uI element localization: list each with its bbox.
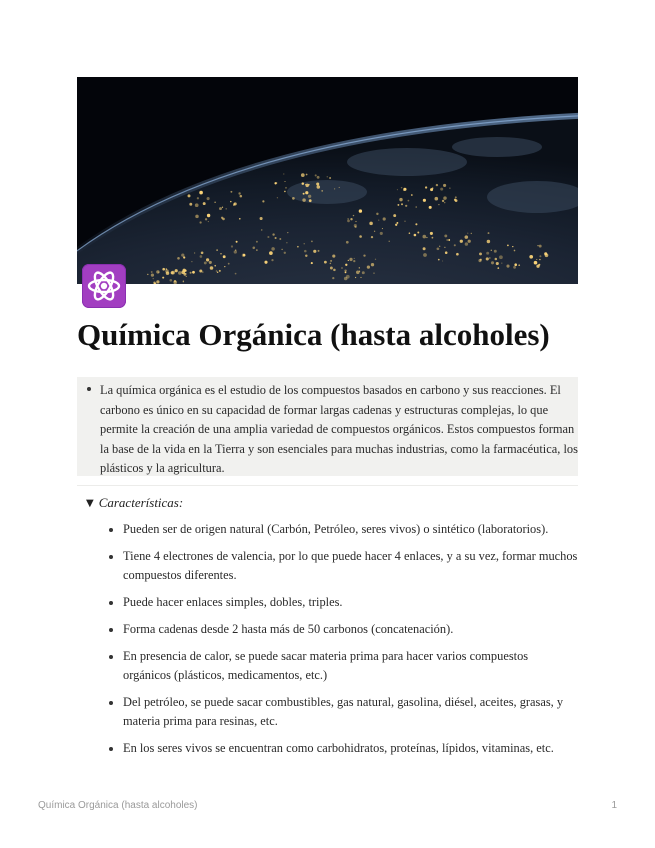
city-light [175, 269, 178, 272]
city-light [333, 269, 336, 272]
city-light [468, 240, 471, 243]
city-light [393, 214, 396, 217]
city-light [181, 253, 184, 256]
city-light [432, 187, 434, 189]
city-light [512, 246, 513, 247]
city-light [360, 277, 361, 278]
bullet-dot [109, 701, 113, 705]
city-light [539, 245, 542, 248]
city-light [222, 218, 225, 221]
city-light [425, 186, 427, 188]
city-light [359, 235, 362, 238]
city-light [444, 234, 447, 237]
city-light [302, 182, 305, 185]
city-light [409, 232, 411, 234]
city-light [445, 251, 448, 254]
city-light [350, 218, 352, 220]
bullet-dot [109, 747, 113, 751]
city-light [454, 244, 456, 246]
city-light [224, 266, 225, 267]
city-light [355, 221, 356, 222]
city-light [501, 262, 502, 263]
city-light [423, 235, 427, 239]
city-light [438, 204, 439, 205]
city-light [151, 273, 154, 276]
city-light [256, 241, 258, 243]
bullet-dot [109, 528, 113, 532]
city-light [341, 267, 343, 269]
city-light [497, 267, 499, 269]
city-light [234, 250, 237, 253]
features-list [100, 520, 578, 766]
city-light [256, 249, 257, 250]
city-light [156, 280, 159, 283]
city-light [378, 220, 379, 221]
city-light [171, 271, 175, 275]
city-light [219, 207, 222, 210]
city-light [217, 272, 219, 274]
city-light [397, 189, 398, 190]
city-light [151, 271, 153, 273]
city-light [529, 255, 533, 259]
city-light [199, 191, 203, 195]
city-light [401, 187, 403, 189]
city-light [201, 251, 204, 254]
city-light [197, 197, 199, 199]
city-light [395, 224, 397, 226]
city-light [536, 259, 537, 260]
city-light [269, 251, 273, 255]
city-light [411, 194, 413, 196]
city-light [321, 190, 323, 192]
city-light [174, 280, 176, 282]
city-light [191, 261, 192, 262]
city-light [356, 271, 360, 275]
city-light [214, 265, 216, 267]
divider [77, 485, 578, 486]
city-light [444, 247, 445, 248]
city-light [346, 275, 350, 279]
earth-at-night-image [77, 77, 578, 284]
city-light [438, 259, 440, 261]
city-light [442, 260, 443, 261]
city-light [272, 233, 274, 235]
city-light [228, 263, 230, 265]
city-light [362, 271, 365, 274]
city-light [491, 250, 492, 251]
city-light [347, 220, 350, 223]
city-light [448, 239, 450, 241]
city-light [203, 202, 206, 205]
city-light [382, 228, 383, 229]
city-light [195, 215, 199, 219]
city-light [339, 187, 340, 188]
city-light [260, 217, 263, 220]
city-light [403, 190, 404, 191]
city-light [324, 261, 327, 264]
city-light [183, 256, 185, 258]
city-light [345, 264, 347, 266]
city-light [486, 257, 489, 260]
city-light [305, 255, 307, 257]
city-light [423, 199, 426, 202]
city-light [443, 196, 446, 199]
city-light [240, 195, 243, 198]
city-light [330, 263, 332, 265]
city-light [169, 279, 172, 282]
city-light [430, 232, 433, 235]
city-light [177, 257, 180, 260]
city-light [207, 197, 210, 200]
city-light [219, 270, 221, 272]
bullet-dot [109, 628, 113, 632]
city-light [499, 255, 503, 259]
city-light [194, 252, 195, 253]
city-light [279, 238, 281, 240]
city-light [408, 200, 410, 202]
city-light [367, 265, 370, 268]
city-light [202, 271, 203, 272]
city-light [432, 237, 434, 239]
city-light [305, 191, 308, 194]
city-light [183, 273, 186, 276]
city-light [545, 253, 549, 257]
city-light [495, 258, 498, 261]
city-light [156, 270, 159, 273]
city-light [332, 277, 334, 279]
city-light [192, 271, 195, 274]
city-light [397, 204, 399, 206]
city-light [488, 232, 490, 234]
city-light [214, 202, 215, 203]
city-light [236, 241, 238, 243]
city-light [233, 204, 234, 205]
city-light [496, 262, 499, 265]
city-light [444, 202, 445, 203]
city-light [353, 260, 355, 262]
city-light [305, 184, 308, 187]
city-light [467, 233, 468, 234]
list-item [100, 693, 578, 731]
city-light [235, 273, 237, 275]
list-item-text: Forma cadenas desde 2 hasta más de 50 carbonos (concatenación). [123, 622, 454, 636]
city-light [489, 257, 491, 259]
city-light [514, 263, 517, 266]
city-light [327, 176, 328, 177]
city-light [277, 197, 278, 198]
city-light [238, 192, 240, 194]
list-item [100, 520, 578, 539]
city-light [195, 203, 199, 207]
city-light [281, 249, 282, 250]
city-light [186, 276, 187, 277]
list-item-text: En los seres vivos se encuentran como carbohidratos, proteínas, lípidos, vitaminas, etc. [123, 741, 554, 755]
city-light [414, 234, 417, 237]
city-light [207, 214, 210, 217]
city-light [455, 196, 457, 198]
city-light [359, 209, 362, 212]
city-light [399, 198, 402, 201]
city-light [401, 203, 403, 205]
city-light [539, 255, 541, 257]
city-light [210, 266, 214, 270]
city-light [206, 258, 209, 261]
city-light [437, 247, 440, 250]
city-light [404, 221, 405, 222]
city-light [359, 267, 360, 268]
city-light [479, 252, 482, 255]
city-light [405, 205, 407, 207]
city-light [284, 191, 286, 193]
city-light [162, 277, 164, 279]
city-light [389, 241, 390, 242]
list-item [100, 593, 578, 612]
city-light [317, 176, 320, 179]
atom-icon [82, 264, 126, 308]
city-light [313, 250, 316, 253]
city-light [297, 246, 299, 248]
city-light [536, 265, 539, 268]
city-light [460, 240, 463, 243]
city-light [189, 203, 192, 206]
footer-title: Química Orgánica (hasta alcoholes) [38, 800, 198, 811]
city-light [371, 236, 373, 238]
city-light [354, 258, 355, 259]
city-light [354, 224, 357, 227]
city-light [383, 217, 386, 220]
city-light [363, 254, 365, 256]
list-item-text: Puede hacer enlaces simples, dobles, triples. [123, 595, 343, 609]
footer-page-number: 1 [611, 800, 617, 811]
city-light [216, 270, 218, 272]
city-light [426, 237, 427, 238]
city-light [369, 222, 373, 226]
city-light [465, 242, 468, 245]
toggle-arrow-icon[interactable]: ▼ [86, 498, 94, 509]
city-light [456, 253, 459, 256]
city-light [417, 232, 419, 234]
city-light [222, 207, 223, 208]
city-light [239, 218, 241, 220]
city-light [346, 241, 349, 244]
city-light [380, 232, 383, 235]
city-light [373, 272, 374, 273]
bullet-dot [109, 555, 113, 559]
city-light [308, 195, 311, 198]
city-light [311, 262, 313, 264]
city-light [303, 193, 305, 195]
city-light [332, 255, 335, 258]
cover-image [77, 77, 578, 284]
city-light [375, 259, 376, 260]
city-light [415, 206, 417, 208]
city-light [443, 184, 446, 187]
city-light [429, 206, 432, 209]
city-light [440, 188, 443, 191]
city-light [223, 255, 226, 258]
city-light [304, 250, 307, 253]
city-light [518, 264, 520, 266]
city-light [274, 182, 276, 184]
city-light [216, 249, 218, 251]
city-light [292, 197, 295, 200]
city-light [415, 223, 417, 225]
city-light [539, 259, 540, 260]
bullet-dot [109, 655, 113, 659]
city-light [243, 254, 246, 257]
city-light [486, 252, 489, 255]
city-light [178, 271, 182, 275]
city-light [423, 247, 426, 250]
city-light [271, 259, 273, 261]
city-light [153, 278, 154, 279]
city-light [284, 181, 285, 182]
city-light [487, 240, 490, 243]
city-light [439, 246, 440, 247]
city-light [465, 235, 469, 239]
intro-text: La química orgánica es el estudio de los compuestos basados en carbono y sus reacciones. El carbono es único en su capacidad de formar largas cadenas y estructuras complejas, lo que permite la creación de una amplia variedad de compuestos orgánicos. Estos compuestos forman la base de la vida en la Tierra y son esenciales para muchas industrias, como la farmacéutica, los plásticos y la agricultura. [100, 383, 578, 475]
page-title: Química Orgánica (hasta alcoholes) [77, 317, 550, 352]
city-light [311, 241, 313, 243]
city-light [200, 255, 203, 258]
city-light [199, 221, 201, 223]
city-light [423, 253, 427, 257]
city-light [329, 177, 331, 179]
city-light [204, 261, 207, 264]
city-light [306, 174, 308, 176]
city-light [514, 250, 516, 252]
city-light [436, 184, 438, 186]
city-light [209, 261, 212, 264]
city-light [304, 243, 305, 244]
city-light [355, 277, 356, 278]
city-light [226, 208, 227, 209]
intro-callout [77, 377, 578, 476]
city-light [330, 260, 332, 262]
city-light [315, 174, 317, 176]
city-light [302, 198, 305, 201]
city-light [267, 236, 269, 238]
city-light [283, 173, 284, 174]
city-light [205, 218, 207, 220]
city-light [446, 239, 448, 241]
city-light [147, 274, 148, 275]
city-light [188, 194, 191, 197]
list-item-text: Tiene 4 electrones de valencia, por lo que puede hacer 4 enlaces, y a su vez, formar muchos compuestos diferentes. [123, 549, 578, 582]
city-light [231, 245, 233, 247]
city-light [396, 222, 398, 224]
city-light [199, 269, 202, 272]
city-light [230, 191, 232, 193]
city-light [374, 231, 375, 232]
city-light [371, 263, 374, 266]
city-light [285, 187, 287, 189]
city-light [349, 258, 352, 261]
city-light [208, 221, 209, 222]
list-item [100, 620, 578, 639]
city-light [455, 199, 458, 202]
city-light [253, 247, 256, 250]
city-light [513, 266, 516, 269]
city-light [190, 272, 192, 274]
city-light [261, 229, 262, 230]
features-toggle[interactable] [86, 494, 183, 513]
city-light [287, 232, 288, 233]
city-light [318, 250, 320, 252]
list-item-text: Pueden ser de origen natural (Carbón, Petróleo, seres vivos) o sintético (laboratorios). [123, 522, 549, 536]
city-light [507, 245, 509, 247]
city-light [344, 269, 346, 271]
city-light [506, 265, 509, 268]
city-light [537, 245, 538, 246]
city-light [264, 261, 267, 264]
city-light [230, 201, 231, 202]
city-light [480, 259, 482, 261]
city-light [449, 187, 450, 188]
city-light [348, 260, 349, 261]
list-item-text: Del petróleo, se puede sacar combustibles, gas natural, gasolina, diésel, aceites, grasas, y materia prima para resinas, etc. [123, 695, 564, 728]
city-light [275, 237, 277, 239]
city-light [286, 242, 287, 243]
list-item [100, 547, 578, 585]
list-item [100, 647, 578, 685]
city-light [435, 197, 439, 201]
city-light [491, 261, 494, 264]
city-light [220, 253, 221, 254]
city-light [162, 268, 165, 271]
city-light [330, 267, 333, 270]
list-item-text: En presencia de calor, se puede sacar materia prima para hacer varios compuestos orgánicos (plásticos, medicamentos, etc.) [123, 649, 529, 682]
city-light [334, 188, 335, 189]
city-light [353, 215, 354, 216]
city-light [471, 233, 472, 234]
city-light [309, 199, 312, 202]
city-light [271, 247, 275, 251]
city-light [183, 280, 184, 281]
city-light [284, 252, 286, 254]
city-light [262, 200, 264, 202]
city-light [166, 268, 167, 269]
city-light [316, 182, 319, 185]
list-item [100, 739, 578, 758]
city-light [442, 200, 444, 202]
bullet-dot [87, 387, 91, 391]
city-light [494, 250, 497, 253]
city-light [301, 173, 305, 177]
city-light [347, 218, 348, 219]
city-light [317, 185, 321, 189]
bullet-dot [109, 601, 113, 605]
city-light [376, 213, 378, 215]
toggle-label: Características: [98, 495, 184, 510]
city-light [165, 269, 169, 273]
city-light [534, 261, 538, 265]
